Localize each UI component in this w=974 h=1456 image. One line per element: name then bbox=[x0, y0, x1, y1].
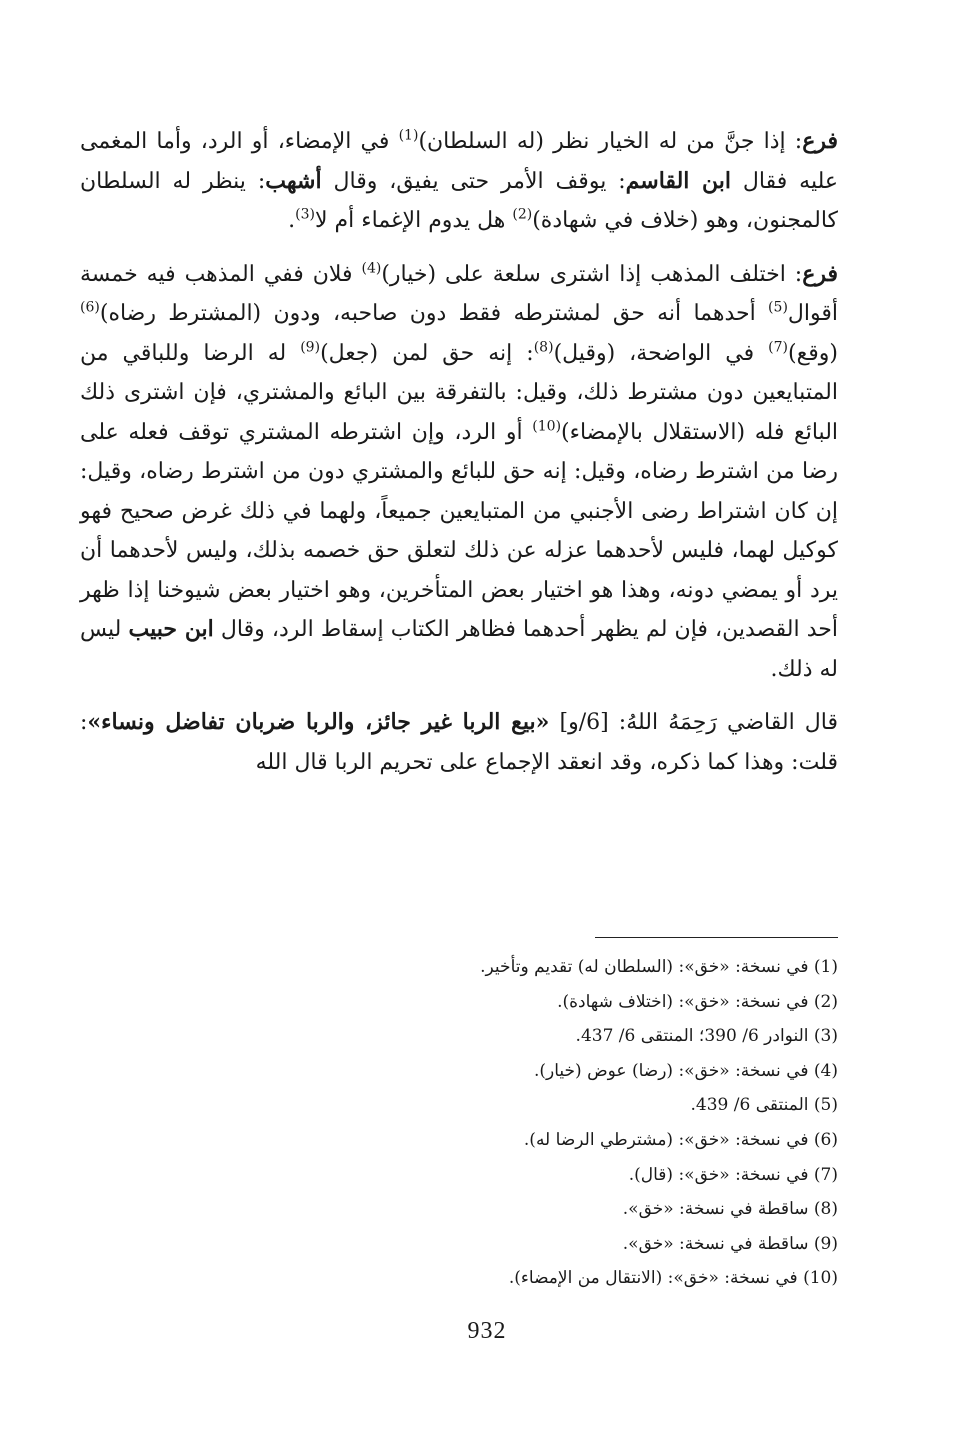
footnote-7: (7) في نسخة: «خق»: (قال). bbox=[628, 1164, 838, 1185]
footnote-ref: (5) bbox=[768, 299, 788, 316]
footnote-ref: (7) bbox=[768, 339, 788, 356]
page-number: 932 bbox=[467, 1318, 507, 1344]
footnote-4: (4) في نسخة: «خق»: (رضا) عوض (خيار). bbox=[533, 1060, 838, 1081]
text-run: : يوقف الأمر حتى يفيق، وقال bbox=[321, 168, 626, 194]
text-run: (وقع) bbox=[787, 340, 838, 366]
paragraph-qadi bbox=[80, 703, 838, 782]
footnote-ref: (9) bbox=[300, 339, 321, 356]
footnote-5: (5) المنتقى 6/ 439. bbox=[690, 1095, 838, 1116]
bold-term: أشهب bbox=[265, 167, 322, 194]
text-run: ليس له ذلك. bbox=[80, 617, 838, 682]
text-run: له الرضا وللباقي من المتبايعين دون مشترط ذلك، وقيل: بالتفرقة بين البائع والمشتري، فإن اشترى ذلك البائع فله (الاستقلال بالإمضاء) bbox=[80, 340, 839, 445]
text-run: : ينظر له السلطان كالمجنون، وهو (خلاف في شهادة) bbox=[80, 168, 838, 233]
footnote-9: (9) ساقطة في نسخة: «خق». bbox=[622, 1233, 838, 1254]
footnote-2: (2) في نسخة: «خق»: (اختلاف شهادة). bbox=[557, 991, 838, 1012]
footnote-ref: (1) bbox=[398, 127, 419, 144]
text-run: : قلت: وهذا كما ذكره، وقد انعقد الإجماع على تحريم الربا قال الله bbox=[80, 710, 838, 775]
bold-term: فرع bbox=[802, 128, 839, 154]
text-run: أو الرد، وإن اشترطه المشتري توقف فعله على رضا من اشترط رضاه، وقيل: إنه حق للبائع والمشتري دون من اشترط رضاه، وقيل: إن كان اشتراط رضى الأجنبي من المتبايعين جميعاً، ولهما في ذلك غرض صحيح فهو كوكيل لهما، فليس لأحدهما عزله عن ذلك لتعلق حق خصمه بذلك، وليس لأحدهما أن يرد أو يمضي دونه، وهذا هو اختيار بعض المتأخرين، وهو اختيار بعض شيوخنا إذا ظهر أحد القصدين، فإن لم يظهر أحدهما فظاهر الكتاب إسقاط الرد، وقال bbox=[80, 419, 838, 642]
footnotes bbox=[300, 950, 838, 1296]
bold-term: ابن حبيب bbox=[128, 616, 214, 642]
text-run: في الواضحة، (وقيل) bbox=[553, 340, 769, 366]
footnote-ref: (8) bbox=[533, 339, 554, 356]
footnote-ref: (3) bbox=[295, 206, 315, 223]
text-run: : إذا جنَّ من له الخيار نظر (له السلطان) bbox=[418, 129, 803, 154]
text-run: : اختلف المذهب إذا اشترى سلعة على (خيار) bbox=[381, 261, 803, 287]
text-run: فلان ففي المذهب فيه خمسة أقوال bbox=[80, 261, 838, 326]
paragraph-far-2 bbox=[80, 255, 838, 690]
text-run: قال القاضي رَحِمَهُ اللهُ: [6/و] bbox=[549, 710, 838, 735]
paragraph-far-1 bbox=[80, 122, 838, 241]
footnote-ref: (6) bbox=[80, 299, 100, 316]
footnote-ref: (2) bbox=[512, 206, 533, 223]
footnote-divider bbox=[595, 937, 838, 938]
footnote-6: (6) في نسخة: «خق»: (مشترطي الرضا له). bbox=[523, 1129, 838, 1150]
footnote-10: (10) في نسخة: «خق»: (الانتقال من الإمضاء). bbox=[508, 1268, 838, 1289]
footnote-ref: (4) bbox=[361, 260, 382, 277]
bold-term: «بيع الربا غير جائز، والربا ضربان تفاضل ونساء» bbox=[87, 709, 550, 735]
main-text bbox=[80, 122, 838, 796]
text-run: هل يدوم الإغماء أم لا bbox=[315, 208, 513, 233]
footnote-3: (3) النوادر 6/ 390؛ المنتقى 6/ 437. bbox=[575, 1026, 838, 1047]
footnote-8: (8) ساقطة في نسخة: «خق». bbox=[622, 1199, 838, 1220]
text-run: : إنه حق لمن (جعل) bbox=[320, 340, 534, 366]
footnote-ref: (10) bbox=[532, 418, 562, 435]
bold-term: ابن القاسم bbox=[625, 167, 731, 194]
footnote-1: (1) في نسخة: «خق»: (السلطان له) تقديم وتأخير. bbox=[480, 957, 838, 977]
bold-term: فرع bbox=[802, 260, 838, 287]
text-run: . bbox=[288, 208, 296, 233]
text-run: أحدهما أنه حق لمشترطه فقط دون صاحبه، ودون (المشترط رضاه) bbox=[99, 301, 769, 326]
text-run: في الإمضاء، أو الرد، وأما المغمى عليه فقال bbox=[80, 129, 838, 194]
